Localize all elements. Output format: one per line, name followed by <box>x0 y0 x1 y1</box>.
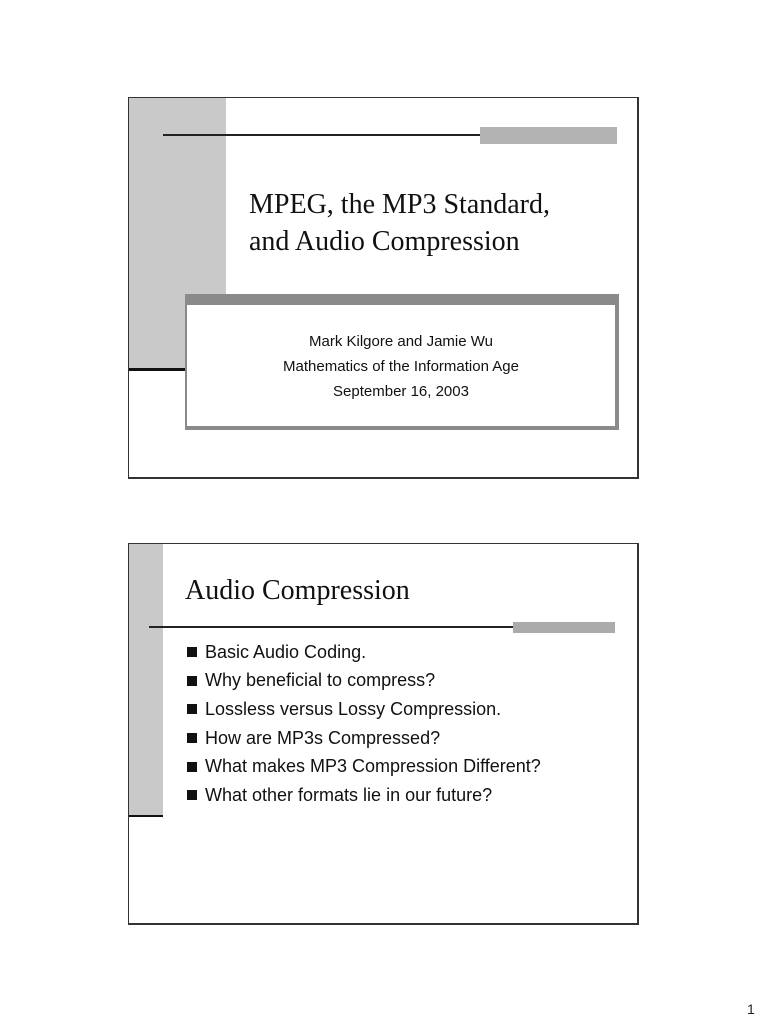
slide-title <box>249 186 619 260</box>
list-item-text: What makes MP3 Compression Different? <box>205 756 541 777</box>
authors: Mark Kilgore and Jamie Wu <box>309 333 493 350</box>
title-accent-bar <box>513 622 615 633</box>
list-item <box>187 724 541 753</box>
subtitle-box <box>185 294 619 430</box>
square-bullet-icon <box>187 704 197 714</box>
bullet-list <box>187 638 541 810</box>
list-item-text: Lossless versus Lossy Compression. <box>205 698 502 719</box>
list-item <box>187 667 541 696</box>
slide-1 <box>128 97 639 479</box>
list-item <box>187 638 541 667</box>
square-bullet-icon <box>187 733 197 743</box>
header-accent-bar <box>480 127 617 144</box>
square-bullet-icon <box>187 790 197 800</box>
list-item <box>187 781 541 810</box>
title-line: MPEG, the MP3 Standard, <box>249 189 550 220</box>
subtitle-text <box>187 329 615 404</box>
date: September 16, 2003 <box>333 383 469 400</box>
course-name: Mathematics of the Information Age <box>283 358 519 375</box>
slide-2 <box>128 543 639 925</box>
list-item-text: How are MP3s Compressed? <box>205 727 441 748</box>
square-bullet-icon <box>187 676 197 686</box>
list-item-text: Why beneficial to compress? <box>205 670 436 691</box>
square-bullet-icon <box>187 762 197 772</box>
sidebar-panel <box>129 544 163 816</box>
side-rule <box>129 368 185 371</box>
side-rule <box>129 815 163 817</box>
square-bullet-icon <box>187 647 197 657</box>
list-item <box>187 695 541 724</box>
page-number: 1 <box>747 1001 755 1017</box>
list-item <box>187 752 541 781</box>
list-item-text: What other formats lie in our future? <box>205 784 493 805</box>
list-item-text: Basic Audio Coding. <box>205 641 367 662</box>
title-line: and Audio Compression <box>249 226 520 257</box>
slide-title: Audio Compression <box>185 575 410 606</box>
